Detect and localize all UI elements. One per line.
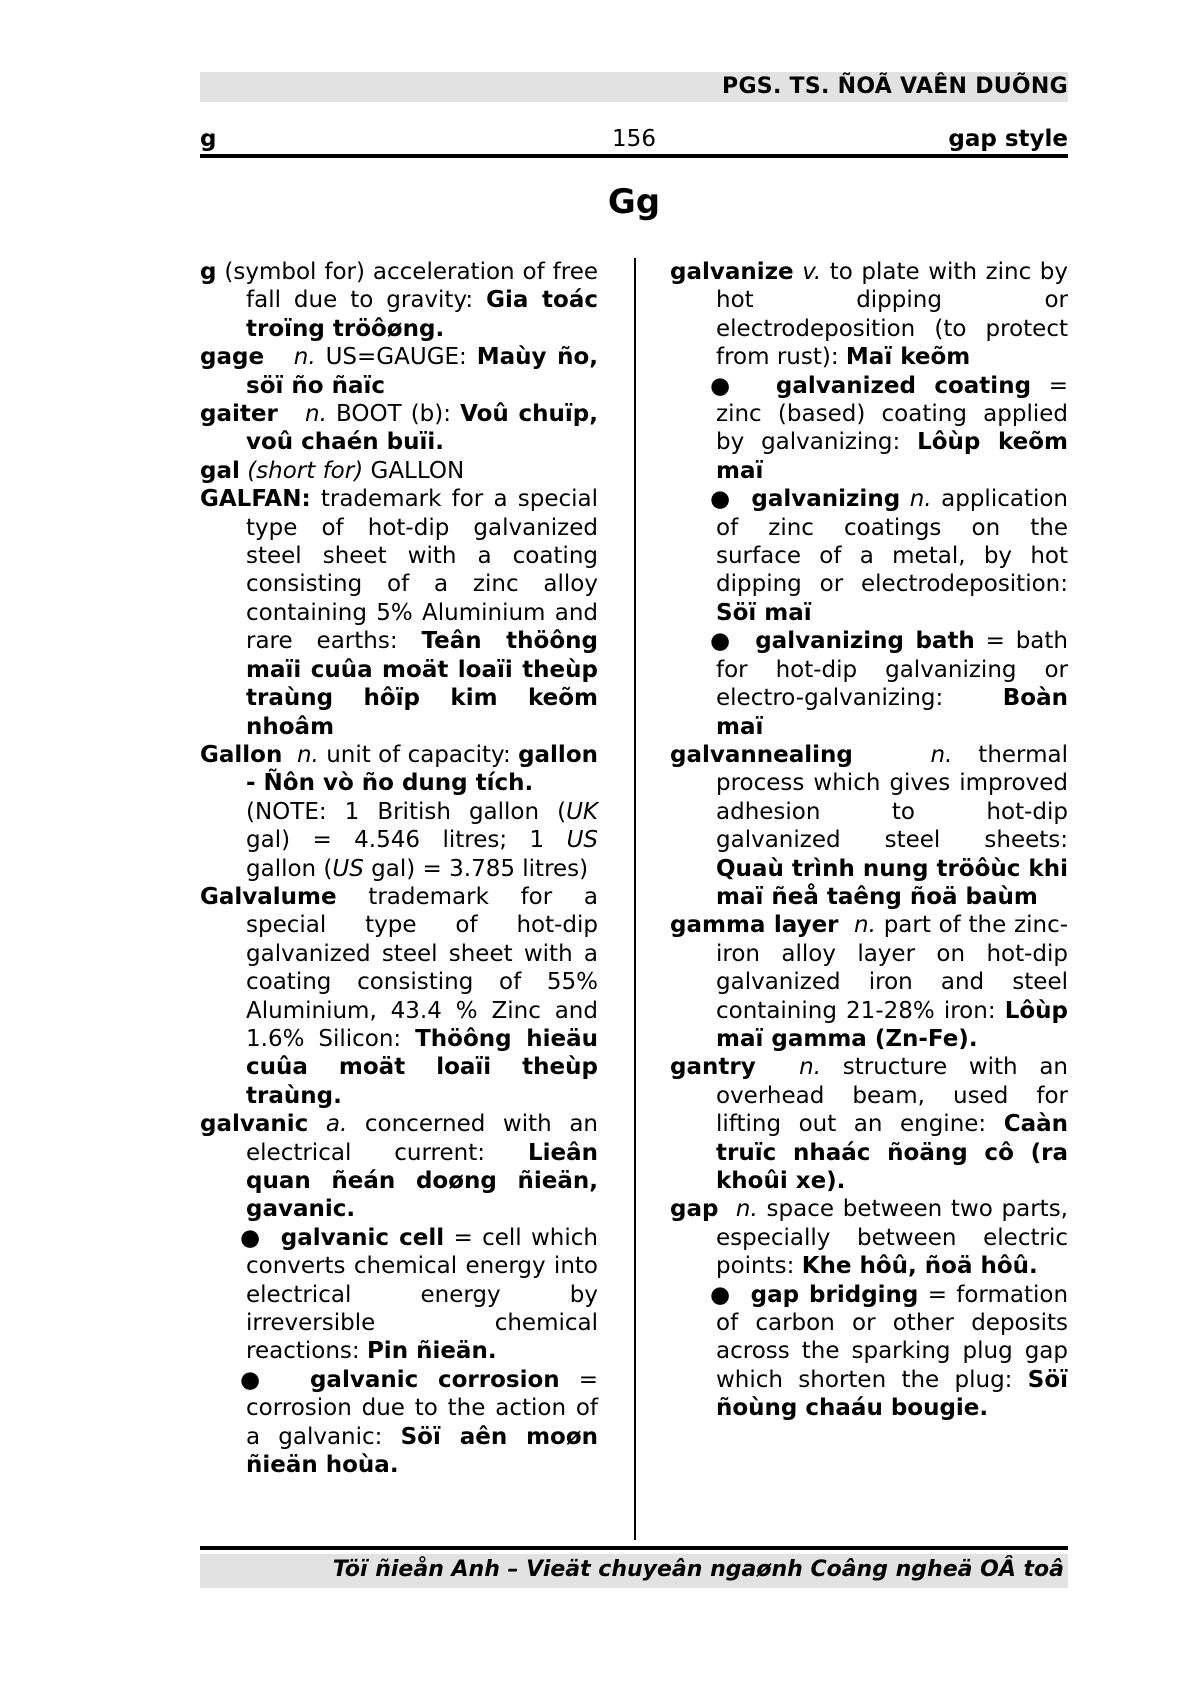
translation: Söï maï xyxy=(716,599,812,626)
headword: galvanic xyxy=(200,1111,309,1138)
guide-word-first: g xyxy=(200,126,217,152)
note-text: US xyxy=(566,827,598,854)
definition: (symbol for) acceleration of free fall due to gravity: xyxy=(216,259,598,314)
bullet-icon: ● xyxy=(240,1224,263,1251)
definition: unit of capacity: xyxy=(318,741,519,768)
translation: Boàn maï xyxy=(716,685,1068,740)
translation: Pin ñieän. xyxy=(366,1338,497,1365)
translation: Voû chuïp, voû chaén buïi. xyxy=(246,401,599,456)
entry-gal xyxy=(200,457,598,485)
headword: galvanic cell xyxy=(280,1224,445,1251)
headword: gap bridging xyxy=(750,1281,919,1308)
definition: US=GAUGE: xyxy=(315,344,477,371)
translation: Khe hôû, ñoä hôû. xyxy=(801,1253,1038,1280)
note-text: gal) = 4.546 litres; 1 xyxy=(246,827,567,854)
definition: thermal process which gives improved adhesion to hot-dip galvanized steel sheets: xyxy=(716,741,1068,854)
running-header-bar xyxy=(200,72,1068,102)
definition: application of zinc coatings on the surface of a metal, by hot dipping or electrodeposition: xyxy=(716,486,1069,598)
right-column xyxy=(670,258,1068,1423)
part-of-speech: (short for) xyxy=(247,457,364,484)
subentry-galvanic-cell xyxy=(200,1224,598,1366)
definition: = formation of carbon or other deposits across the sparking plug gap which shorten the plug: xyxy=(716,1281,1069,1393)
entry-gap xyxy=(670,1195,1068,1280)
part-of-speech: a. xyxy=(325,1111,348,1138)
part-of-speech: v. xyxy=(802,259,822,285)
entry-galfan xyxy=(200,485,598,741)
entry-gantry xyxy=(670,1053,1068,1195)
definition: = corrosion due to the action of a galvanic: xyxy=(246,1366,598,1450)
bullet-icon: ● xyxy=(710,486,733,513)
bullet-icon: ● xyxy=(710,1281,733,1308)
entry-galvanic xyxy=(200,1110,598,1224)
translation: Lieân quan ñeán doøng ñieän, gavanic. xyxy=(246,1139,598,1223)
subentry-gap-bridging xyxy=(670,1281,1068,1423)
headword: gantry xyxy=(670,1054,756,1081)
bullet-icon: ● xyxy=(240,1366,272,1393)
entry-gamma-layer xyxy=(670,911,1068,1053)
entry-galvannealing xyxy=(670,741,1068,911)
note-text: UK xyxy=(566,798,598,825)
translation: Caàn truïc nhaác ñoäng cô (ra khoûi xe). xyxy=(716,1111,1068,1194)
headword: gap xyxy=(670,1196,719,1223)
part-of-speech: n. xyxy=(296,741,319,768)
definition: structure with an overhead beam, used for lifting out an engine: xyxy=(716,1054,1069,1138)
definition: BOOT (b): xyxy=(326,401,461,428)
translation: Teân thöông maïi cuûa moät loaïi theùp traùng hôïp kim keõm nhoâm xyxy=(246,628,598,740)
entry-gaiter xyxy=(200,400,598,457)
headword: galvanic corrosion xyxy=(309,1366,560,1393)
definition: to plate with zinc by hot dipping or electrodeposition (to protect from rust): xyxy=(716,259,1069,371)
entry-g xyxy=(200,258,598,343)
guide-words-line xyxy=(200,126,1068,158)
entry-gallon xyxy=(200,741,598,798)
headword: galvanizing xyxy=(751,486,901,513)
definition: space between two parts, especially between electric points: xyxy=(716,1196,1068,1280)
book-title: Töï ñieån Anh – Vieät chuyeân ngaønh Coâng ngheä OÂ toâ xyxy=(332,1557,1064,1582)
note-text: US xyxy=(332,855,364,882)
note-text: (NOTE: 1 British gallon ( xyxy=(246,798,567,825)
translation: Söï aên moøn ñieän hoùa. xyxy=(246,1423,599,1479)
headword: g xyxy=(200,259,217,285)
translation: Quaù trình nung tröôùc khi maï ñeå taêng ñoä baùm xyxy=(716,855,1068,910)
headword: Galvalume xyxy=(200,883,337,910)
definition: GALLON xyxy=(363,457,465,484)
subentry-galvanizing xyxy=(670,485,1068,627)
headword: Gallon xyxy=(200,741,283,768)
headword: gage xyxy=(200,344,265,371)
definition: = cell which converts chemical energy into electrical energy by irreversible chemical reactions: xyxy=(246,1224,598,1365)
definition: = zinc (based) coating applied by galvanizing: xyxy=(716,372,1068,456)
headword: galvannealing xyxy=(670,741,853,768)
entry-galvalume xyxy=(200,883,598,1110)
guide-word-last: gap style xyxy=(948,126,1068,152)
translation: Lôùp maï gamma (Zn-Fe). xyxy=(716,997,1068,1052)
entry-galvanize xyxy=(670,258,1068,372)
left-column xyxy=(200,258,598,1479)
section-letter-heading: Gg xyxy=(607,182,661,222)
headword: galvanize xyxy=(670,259,794,285)
headword: galvanizing bath xyxy=(755,628,975,655)
part-of-speech: n. xyxy=(305,401,327,428)
entry-gage xyxy=(200,343,598,400)
gallon-note xyxy=(200,798,598,883)
subentry-galvanized-coating xyxy=(670,372,1068,486)
headword: gamma layer xyxy=(670,912,839,939)
note-text: gal) = 3.785 litres) xyxy=(363,855,589,882)
subentry-galvanic-corrosion xyxy=(200,1366,598,1480)
page-number: 156 xyxy=(612,126,656,152)
part-of-speech: n. xyxy=(854,912,876,939)
definition: concerned with an electrical current: xyxy=(246,1111,598,1166)
translation: Lôùp keõm maï xyxy=(716,429,1068,484)
column-divider xyxy=(634,258,636,1540)
translation: Gia toác troïng tröôøng. xyxy=(246,287,598,342)
footer-rule xyxy=(200,1546,1068,1550)
headword: gaiter xyxy=(200,401,278,428)
definition: = bath for hot-dip galvanizing or electro-galvanizing: xyxy=(716,628,1068,712)
translation: Thöông hieäu cuûa moät loaïi theùp traùng. xyxy=(246,1025,598,1109)
translation: Söï ñoùng chaáu bougie. xyxy=(716,1366,1068,1422)
part-of-speech: n. xyxy=(930,741,953,768)
note-text: gallon ( xyxy=(246,855,333,882)
bullet-icon: ● xyxy=(710,628,734,655)
translation: gallon - Ñôn vò ño dung tích. xyxy=(246,741,598,797)
definition: trademark for a special type of hot-dip galvanized steel sheet with a coating consisting of 55% Aluminium, 43.4 % Zinc and 1.6% Silicon: xyxy=(246,883,598,1052)
subentry-galvanizing-bath xyxy=(670,627,1068,741)
headword: GALFAN: xyxy=(200,486,311,513)
headword: gal xyxy=(200,457,240,484)
author-name: PGS. TS. ÑOÃ VAÊN DUÕNG xyxy=(722,74,1068,99)
part-of-speech: n. xyxy=(735,1196,758,1223)
definition: part of the zinc-iron alloy layer on hot-dip galvanized iron and steel containing 21-28% iron: xyxy=(716,912,1069,1024)
definition: trademark for a special type of hot-dip galvanized steel sheet with a coating consisting of a zinc alloy containing 5% Aluminium and rare earths: xyxy=(246,486,598,655)
bullet-icon: ● xyxy=(710,372,741,399)
headword: galvanized coating xyxy=(775,372,1032,399)
running-footer-bar xyxy=(200,1554,1068,1588)
translation: Maï keõm xyxy=(845,344,971,371)
part-of-speech: n. xyxy=(909,486,932,513)
translation: Maùy ño, söï ño ñaïc xyxy=(246,344,598,399)
part-of-speech: n. xyxy=(799,1054,822,1081)
part-of-speech: n. xyxy=(293,344,316,371)
